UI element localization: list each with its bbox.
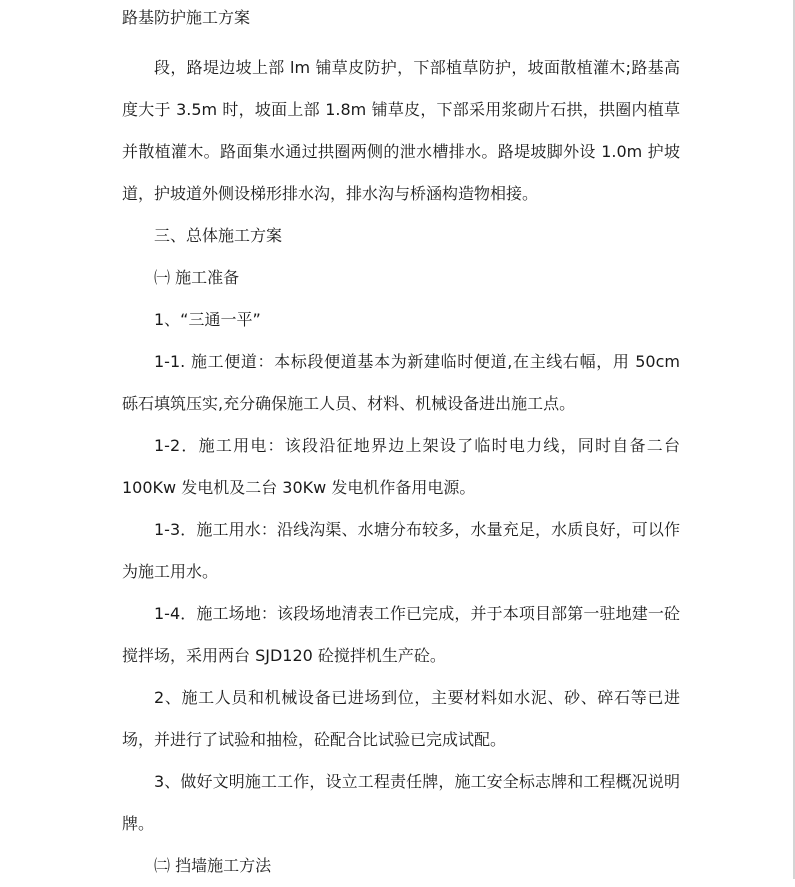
heading-overall-plan: 三、总体施工方案 bbox=[154, 226, 283, 245]
heading-three-one: 1、“三通一平” bbox=[154, 310, 261, 329]
paragraph-civilized: 3、做好文明施工工作，设立工程责任牌，施工安全标志牌和工程概况说明牌。 bbox=[122, 772, 680, 833]
paragraph-power: 1-2．施工用电：该段沿征地界边上架设了临时电力线，同时自备二台 100Kw 发电机及二台 30Kw 发电机作备用电源。 bbox=[122, 436, 680, 497]
paragraph-road: 1-1. 施工便道：本标段便道基本为新建临时便道,在主线右幅，用 50cm 砾石填筑压实,充分确保施工人员、材料、机械设备进出施工点。 bbox=[122, 352, 680, 413]
heading-preparation: ㈠ 施工准备 bbox=[154, 268, 240, 287]
paragraph-intro: 段，路堤边坡上部 lm 铺草皮防护，下部植草防护，坡面散植灌木;路基高度大于 3.5m 时，坡面上部 1.8m 铺草皮，下部采用浆砌片石拱，拱圈内植草并散植灌木。路面集水通过拱圈两侧的泄水槽排水。路堤坡脚外设 1.0m 护坡道，护坡道外侧设梯形排水沟，排水沟与桥涵构造物相接。 bbox=[122, 58, 680, 203]
section-heading: 路基防护施工方案 bbox=[122, 8, 251, 27]
heading-retaining-wall: ㈡ 挡墙施工方法 bbox=[154, 856, 272, 875]
paragraph-site: 1-4．施工场地：该段场地清表工作已完成，并于本项目部第一驻地建一砼搅拌场，采用两台 SJD120 砼搅拌机生产砼。 bbox=[122, 604, 680, 665]
paragraph-water: 1-3．施工用水：沿线沟渠、水塘分布较多，水量充足，水质良好，可以作为施工用水。 bbox=[122, 520, 680, 581]
document-body bbox=[122, 47, 680, 887]
paragraph-personnel: 2、施工人员和机械设备已进场到位，主要材料如水泥、砂、碎石等已进场，并进行了试验和抽检，砼配合比试验已完成试配。 bbox=[122, 688, 680, 749]
